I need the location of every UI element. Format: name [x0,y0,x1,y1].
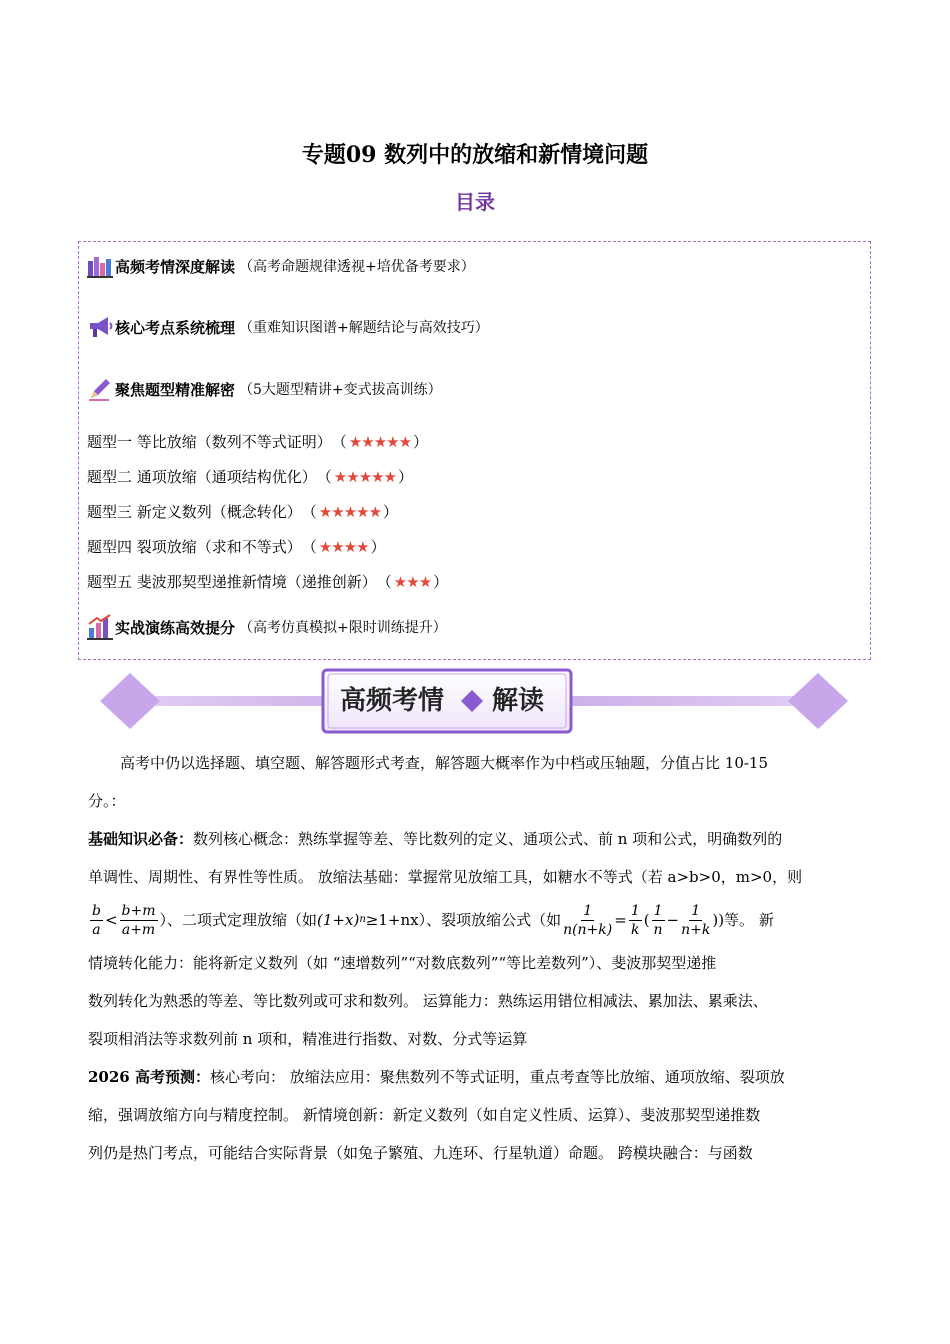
toc-section-note: （重难知识图谱+解题结论与高效技巧） [239,320,489,336]
paragraph-forecast-end: 列仍是热门考点，可能结合实际背景（如兔子繁殖、九连环、行星轨道）命题。 跨模块融合：与函数 [88,1144,753,1162]
toc-section-label: 核心考点系统梳理 [115,318,236,337]
toc-section-label: 实战演练高效提分 [115,618,236,637]
toc-item-label: 题型一 等比放缩（数列不等式证明） [87,433,332,451]
toc-section-3[interactable] [87,376,442,402]
forecast-label: 2026 高考预测： [88,1068,210,1086]
toc-section-4[interactable] [87,614,447,640]
toc-section-note: （5大题型精讲+变式拔高训练） [239,382,442,398]
star-rating: ★★★★★ [318,502,382,521]
fraction: $\frac{1}{n(n+k)}$ [563,902,613,938]
toc-section-1[interactable] [87,253,475,279]
pencil-icon [87,376,113,402]
paragraph-intro-cont: 分。： [88,792,126,810]
fraction: $\frac{1}{k}$ [630,902,640,938]
toc-item[interactable]: 题型三 新定义数列（概念转化） （ ★★★★★ ） [87,502,399,521]
table-of-contents [78,241,871,660]
section-banner [98,668,850,734]
banner-title-left: 高频考情 [340,686,445,716]
paragraph-context-cont: 数列转化为熟悉的等差、等比数列或可求和数列。 运算能力：熟练运用错位相减法、累加法、累乘法、 [88,992,768,1010]
content-body [88,744,860,1172]
formula-row: $\frac{b}{a}$ < $\frac{b+m}{a+m}$ ）、二项式定理放缩（如 (1+x) n ≥1+nx）、裂项放缩公式（如 $\frac{1}{n(n+k)}$ = $\frac{1}{k}$ ( $\frac{1}{n}$ − $\frac{1}{n+k}$ ))等。 新 [92,902,774,938]
toc-item-label: 题型五 斐波那契型递推新情境（递推创新） [87,573,377,591]
star-rating: ★★★★★ [348,432,412,451]
bar-growth-icon [87,614,113,640]
toc-section-note: （高考命题规律透视+培优备考要求） [239,259,475,275]
toc-section-2[interactable] [87,314,489,340]
toc-section-note: （高考仿真模拟+限时训练提升） [239,620,447,636]
toc-item[interactable]: 题型二 通项放缩（通项结构优化） （ ★★★★★ ） [87,467,414,486]
paragraph-forecast-cont: 缩，强调放缩方向与精度控制。 新情境创新：新定义数列（如自定义性质、运算）、斐波那契型递推数 [88,1106,761,1124]
toc-item-label: 题型三 新定义数列（概念转化） [87,503,302,521]
page-title: 专题09 数列中的放缩和新情境问题 [301,142,649,168]
basics-label: 基础知识必备： [88,830,194,848]
toc-item[interactable]: 题型五 斐波那契型递推新情境（递推创新） （ ★★★ ） [87,572,449,591]
paragraph-intro: 高考中仍以选择题、填空题、解答题形式考查，解答题大概率作为中档或压轴题，分值占比 10-15 [120,754,769,772]
paragraph-basics: 基础知识必备：数列核心概念：熟练掌握等差、等比数列的定义、通项公式、前 n 项和公式，明确数列的 [88,830,783,848]
toc-item-label: 题型二 通项放缩（通项结构优化） [87,468,317,486]
fraction: $\frac{b}{a}$ [92,902,101,938]
toc-heading: 目录 [455,190,495,214]
toc-item[interactable]: 题型一 等比放缩（数列不等式证明） （ ★★★★★ ） [87,432,429,451]
star-rating: ★★★★ [318,537,369,556]
toc-section-label: 高频考情深度解读 [115,257,236,276]
megaphone-icon [87,314,113,340]
banner-title-right: 解读 [492,686,545,716]
star-rating: ★★★ [393,572,432,591]
books-chart-icon [87,253,113,279]
paragraph-context-end: 裂项相消法等求数列前 n 项和，精准进行指数、对数、分式等运算 [88,1030,528,1048]
toc-item[interactable]: 题型四 裂项放缩（求和不等式） （ ★★★★ ） [87,537,386,556]
fraction: $\frac{b+m}{a+m}$ [121,902,156,938]
fraction: $\frac{1}{n}$ [653,902,663,938]
fraction: $\frac{1}{n+k}$ [681,902,711,938]
paragraph-forecast: 2026 高考预测：核心考向： 放缩法应用：聚焦数列不等式证明，重点考查等比放缩、通项放缩、裂项放 [88,1068,785,1086]
paragraph-context: 情境转化能力：能将新定义数列（如 “速增数列”“对数底数列”“等比差数列”）、斐波那契型递推 [88,954,717,972]
toc-item-label: 题型四 裂项放缩（求和不等式） [87,538,302,556]
paragraph-basics-cont: 单调性、周期性、有界性等性质。 放缩法基础：掌握常见放缩工具，如糖水不等式（若 a>b>0，m>0，则 [88,868,803,886]
star-rating: ★★★★★ [333,467,397,486]
toc-section-label: 聚焦题型精准解密 [115,380,236,399]
